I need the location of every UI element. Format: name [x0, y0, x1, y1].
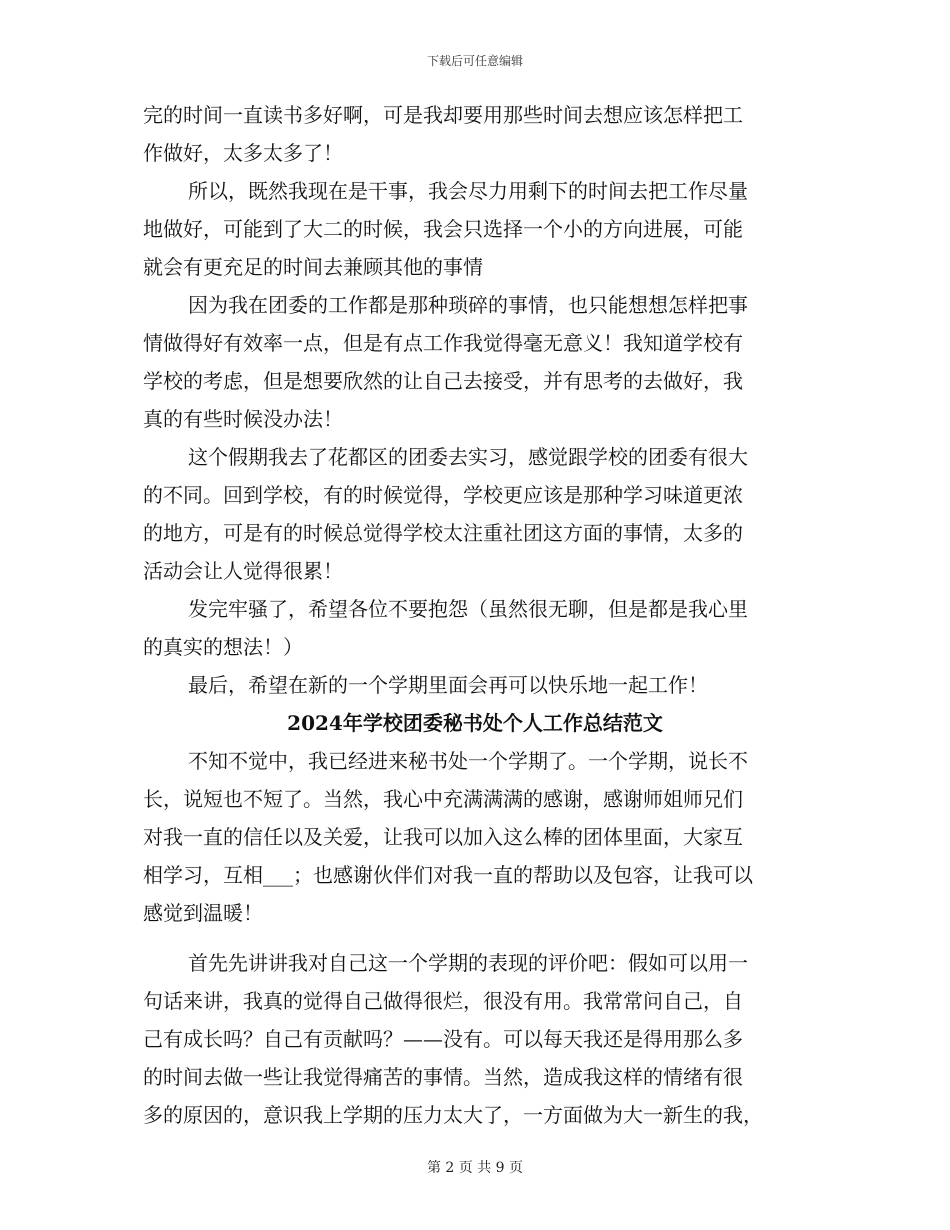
text-line: 的真实的想法！）: [143, 635, 303, 659]
text-line: 学校的考虑，但是想要欣然的让自己去接受，并有思考的去做好，我: [143, 369, 743, 393]
text-line: 的时间去做一些让我觉得痛苦的事情。当然，造成我这样的情绪有很: [143, 1065, 743, 1089]
text-line: 不知不觉中，我已经进来秘书处一个学期了。一个学期，说长不: [188, 749, 748, 773]
text-line: 己有成长吗？自己有贡献吗？——没有。可以每天我还是得用那么多: [143, 1027, 743, 1051]
text-line: 的地方，可是有的时候总觉得学校太注重社团这方面的事情，太多的: [143, 521, 743, 545]
text-line: 所以，既然我现在是干事，我会尽力用剩下的时间去把工作尽量: [188, 179, 748, 203]
text-line: 真的有些时候没办法！: [143, 407, 343, 431]
text-line: 情做得好有效率一点，但是有点工作我觉得毫无意义！我知道学校有: [143, 331, 743, 355]
text-line: 相学习，互相___；也感谢伙伴们对我一直的帮助以及包容，让我可以: [143, 863, 753, 887]
paragraph-spacer: [143, 932, 807, 944]
text-line: 活动会让人觉得很累！: [143, 559, 343, 583]
section-title: 2024年学校团委秘书处个人工作总结范文: [287, 711, 663, 735]
text-line: 发完牢骚了，希望各位不要抱怨（虽然很无聊，但是都是我心里: [188, 597, 748, 621]
text-line: 多的原因的，意识我上学期的压力太大了，一方面做为大一新生的我，: [143, 1103, 763, 1127]
text-line: 作做好，太多太多了！: [143, 141, 343, 165]
text-line: 对我一直的信任以及关爱，让我可以加入这么棒的团体里面，大家互: [143, 825, 743, 849]
text-line: 因为我在团委的工作都是那种琐碎的事情，也只能想想怎样把事: [188, 293, 748, 317]
text-line: 最后，希望在新的一个学期里面会再可以快乐地一起工作！: [188, 673, 708, 697]
page-number: 第 2 页 共 9 页: [426, 1160, 524, 1176]
text-line: 首先先讲讲我对自己这一个学期的表现的评价吧：假如可以用一: [188, 951, 748, 975]
text-line: 的不同。回到学校，有的时候觉得，学校更应该是那种学习味道更浓: [143, 483, 743, 507]
text-line: 这个假期我去了花都区的团委去实习，感觉跟学校的团委有很大: [188, 445, 748, 469]
text-line: 就会有更充足的时间去兼顾其他的事情: [143, 255, 483, 279]
document-body: [143, 96, 807, 1134]
text-line: 感觉到温暖！: [143, 901, 263, 925]
page-header-note: 下载后可任意编辑: [426, 54, 523, 68]
text-line: 完的时间一直读书多好啊，可是我却要用那些时间去想应该怎样把工: [143, 103, 743, 127]
text-line: 地做好，可能到了大二的时候，我会只选择一个小的方向进展，可能: [143, 217, 743, 241]
text-line: 长，说短也不短了。当然，我心中充满满满的感谢，感谢师姐师兄们: [143, 787, 743, 811]
text-line: 句话来讲，我真的觉得自己做得很烂，很没有用。我常常问自己，自: [143, 989, 743, 1013]
